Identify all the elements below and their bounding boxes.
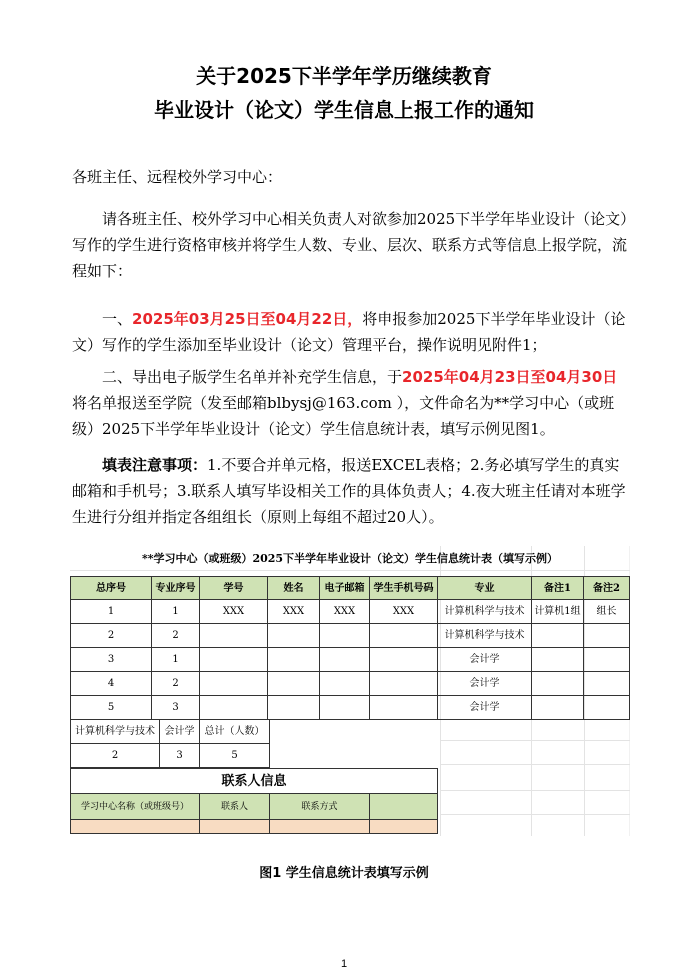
table-cell <box>200 696 268 720</box>
table-cell: XXX <box>320 600 370 624</box>
table-cell: 2 <box>152 624 200 648</box>
contact-title: 联系人信息 <box>70 768 438 794</box>
header-cell: 学生手机号码 <box>370 576 438 600</box>
contact-header-cell: 联系人 <box>200 794 270 820</box>
table-cell <box>268 672 320 696</box>
summary-value-cell: 5 <box>200 744 270 768</box>
table-cell <box>584 672 630 696</box>
page-number: 1 <box>340 958 348 970</box>
student-info-table <box>70 576 630 720</box>
notice-title-line1: 关于2025下半学年学历继续教育 <box>196 64 492 88</box>
table-cell: 会计学 <box>438 696 532 720</box>
salutation: 各班主任、远程校外学习中心： <box>72 168 283 186</box>
table-cell: 计算机1组 <box>532 600 584 624</box>
table-cell <box>320 672 370 696</box>
table-cell: 会计学 <box>438 672 532 696</box>
notice-title-line2: 毕业设计（论文）学生信息上报工作的通知 <box>154 98 534 122</box>
notes-paragraph <box>72 452 632 530</box>
contact-input-cell <box>270 820 370 834</box>
table-cell: 2 <box>152 672 200 696</box>
table-cell <box>370 672 438 696</box>
figure-caption: 图1 学生信息统计表填写示例 <box>259 866 429 881</box>
summary-value-cell: 2 <box>70 744 160 768</box>
step1-prefix: 一、 <box>102 310 133 328</box>
table-cell <box>584 648 630 672</box>
step2-text: 将名单报送至学院（发至邮箱blbysj@163.com ），文件命名为**学习中心（或班级）2025下半学年毕业设计（论文）学生信息统计表，填写示例见图1。 <box>72 394 615 438</box>
table-cell <box>532 672 584 696</box>
table-cell <box>200 624 268 648</box>
step2-date: 2025年04月23日至04月30日 <box>402 368 618 386</box>
table-cell <box>200 672 268 696</box>
table-cell: XXX <box>370 600 438 624</box>
step1-paragraph <box>72 306 632 358</box>
contact-header-cell-empty <box>370 794 438 820</box>
table-cell: 组长 <box>584 600 630 624</box>
contact-table <box>70 768 438 836</box>
table-cell <box>268 696 320 720</box>
header-cell: 备注1 <box>532 576 584 600</box>
table-cell: 1 <box>70 600 152 624</box>
table-cell <box>370 624 438 648</box>
table-cell <box>320 624 370 648</box>
table-cell: 3 <box>70 648 152 672</box>
table-cell <box>532 648 584 672</box>
step2-paragraph <box>72 364 632 442</box>
notes-label: 填表注意事项： <box>102 456 208 474</box>
table-cell: 3 <box>152 696 200 720</box>
table-cell <box>370 648 438 672</box>
contact-input-cell <box>370 820 438 834</box>
table-cell <box>584 624 630 648</box>
contact-header-cell: 学习中心名称（或班级号） <box>70 794 200 820</box>
table-cell <box>200 648 268 672</box>
summary-header-cell: 总计（人数） <box>200 720 270 744</box>
step1-text: 将申报参加2025下半学年毕业设计（论文）写作的学生添加至毕业设计（论文）管理平台，操作说明见附件1； <box>72 310 626 354</box>
step2-prefix: 二、导出电子版学生名单并补充学生信息，于 <box>102 368 403 386</box>
intro-paragraph: 请各班主任、校外学习中心相关负责人对欲参加2025下半学年毕业设计（论文）写作的学生进行资格审核并将学生人数、专业、层次、联系方式等信息上报学院，流程如下： <box>72 210 628 280</box>
header-cell: 电子邮箱 <box>320 576 370 600</box>
table-cell: 计算机科学与技术 <box>438 624 532 648</box>
table-cell <box>320 696 370 720</box>
table-cell: 4 <box>70 672 152 696</box>
table-cell <box>532 696 584 720</box>
table-caption: **学习中心（或班级）2025下半学年毕业设计（论文）学生信息统计表（填写示例） <box>141 552 559 565</box>
table-cell <box>370 696 438 720</box>
header-cell: 学号 <box>200 576 268 600</box>
notes-text: 1.不要合并单元格，报送EXCEL表格；2.务必填写学生的真实邮箱和手机号；3.联系人填写毕设相关工作的具体负责人；4.夜大班主任请对本班学生进行分组并指定各组组长（原则上每组不超过20人）。 <box>72 456 626 526</box>
table-cell <box>268 624 320 648</box>
table-cell: XXX <box>200 600 268 624</box>
contact-input-cell <box>70 820 200 834</box>
table-cell: XXX <box>268 600 320 624</box>
table-cell <box>584 696 630 720</box>
table-cell: 2 <box>70 624 152 648</box>
table-cell: 5 <box>70 696 152 720</box>
header-cell: 备注2 <box>584 576 630 600</box>
table-cell <box>320 648 370 672</box>
table-cell: 1 <box>152 648 200 672</box>
header-cell: 专业序号 <box>152 576 200 600</box>
summary-header-cell: 会计学 <box>160 720 200 744</box>
step1-date: 2025年03月25日至04月22日， <box>132 310 363 328</box>
summary-value-cell: 3 <box>160 744 200 768</box>
contact-header-cell: 联系方式 <box>270 794 370 820</box>
header-cell: 专业 <box>438 576 532 600</box>
contact-input-cell <box>200 820 270 834</box>
table-cell <box>268 648 320 672</box>
table-cell <box>532 624 584 648</box>
summary-header-cell: 计算机科学与技术 <box>70 720 160 744</box>
summary-table <box>70 720 270 768</box>
table-cell: 1 <box>152 600 200 624</box>
header-cell: 总序号 <box>70 576 152 600</box>
header-cell: 姓名 <box>268 576 320 600</box>
table-cell: 计算机科学与技术 <box>438 600 532 624</box>
table-cell: 会计学 <box>438 648 532 672</box>
